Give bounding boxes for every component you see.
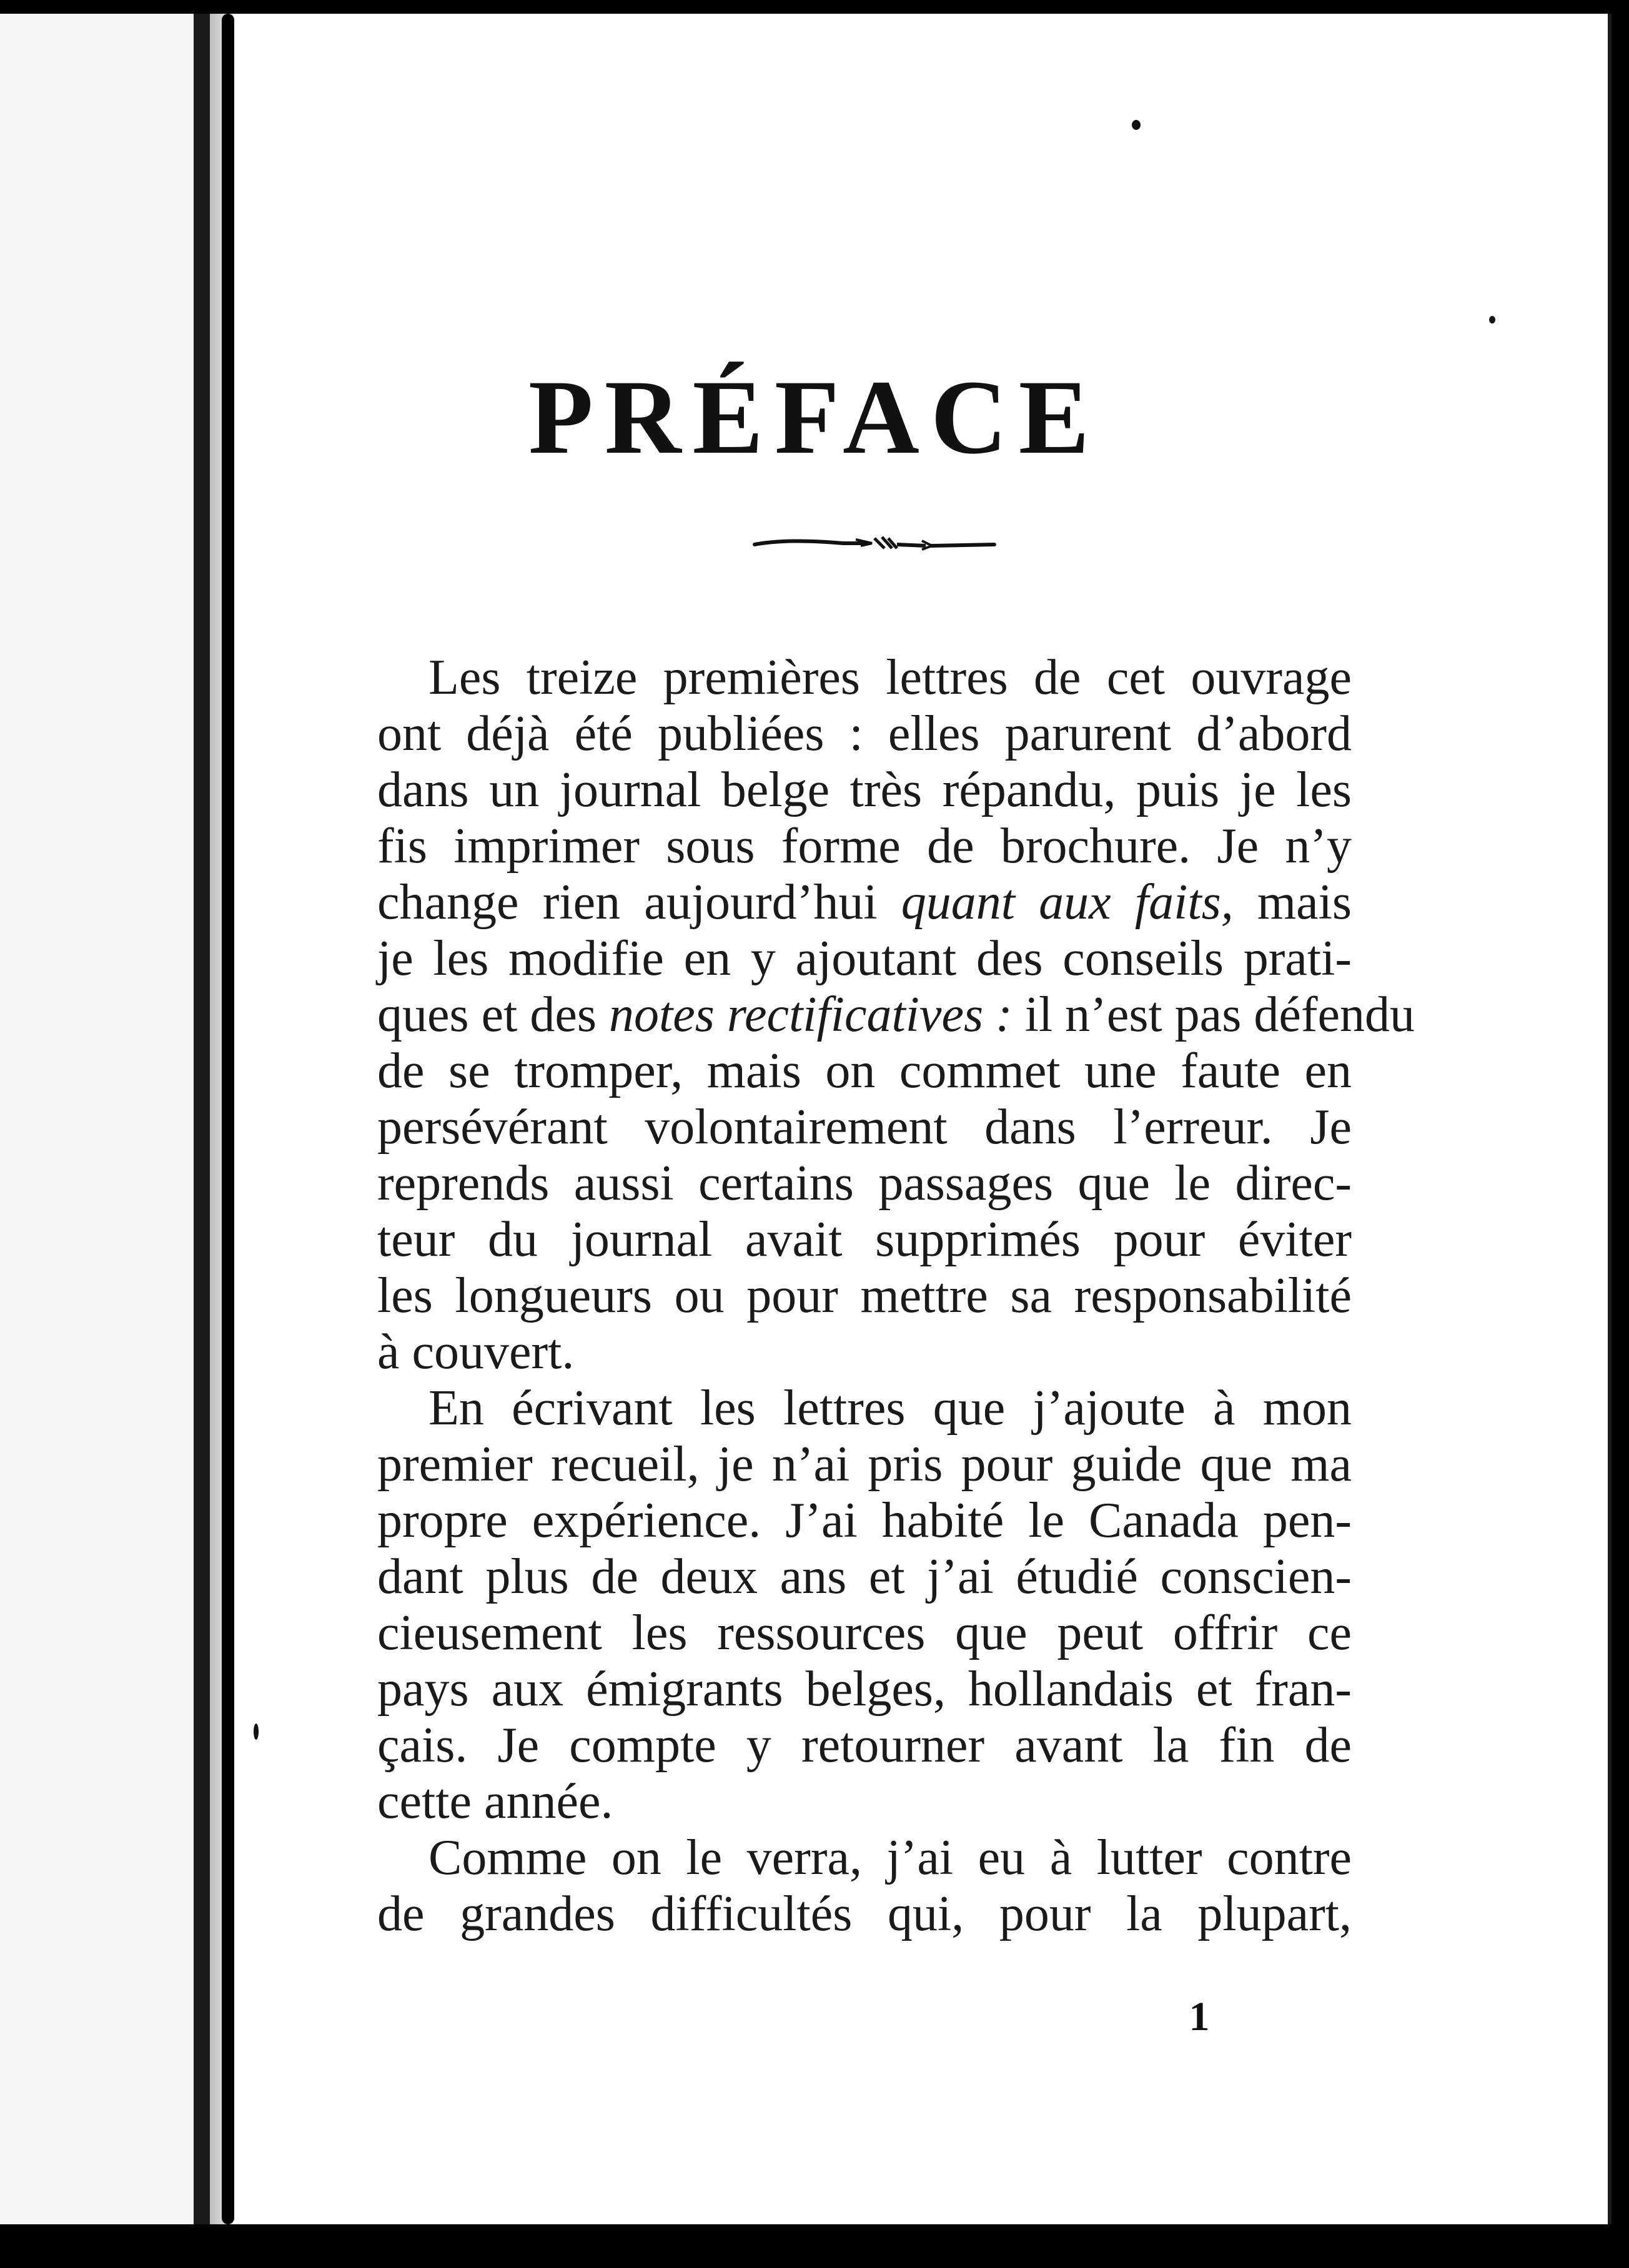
text-segment: il n’est pas défendu [1012,987,1415,1042]
text-line [377,1549,1352,1605]
text-segment: ques et des [377,987,610,1042]
text-segment: de se tromper, mais on commet une faute en [377,1043,1352,1098]
preface-paragraph [377,1830,1352,1942]
page-number: 1 [1189,1994,1210,2039]
text-line [377,1324,1352,1380]
text-line [377,1380,1352,1436]
text-segment: les longueurs ou pour mettre sa responsabilité [377,1268,1352,1323]
text-segment: de grandes difficultés qui, pour la plupart, [377,1886,1352,1941]
text-line [377,1492,1352,1549]
text-segment: teur du journal avait supprimés pour éviter [377,1212,1352,1267]
text-segment: propre expérience. J’ai habité le Canada pen- [377,1493,1352,1548]
text-segment: reprends aussi certains passages que le direc- [377,1156,1352,1211]
text-line [377,987,1415,1043]
text-segment: En écrivant les lettres que j’ajoute à mon [428,1381,1352,1436]
ink-speck [254,1723,259,1740]
text-segment: je les modifie en y ajoutant des conseils prati- [377,931,1352,986]
text-line [377,1211,1352,1268]
text-segment: persévérant volontairement dans l’erreur. Je [377,1100,1352,1155]
text-line [377,874,1352,930]
text-segment: cieusement les ressources que peut offrir ce [377,1605,1352,1660]
italic-segment: quant aux faits, [901,875,1234,930]
text-segment: Comme on le verra, j’ai eu à lutter contre [428,1830,1352,1885]
previous-page-margin [0,14,194,2224]
text-segment: à couvert. [377,1324,575,1379]
scan-border-bottom [0,2224,1629,2268]
text-segment: mais [1233,875,1352,930]
text-segment: pays aux émigrants belges, hollandais et fran- [377,1662,1352,1717]
text-line [377,1268,1352,1324]
text-line [377,818,1352,874]
text-line [377,930,1352,987]
text-segment: fis imprimer sous forme de brochure. Je n’y [377,819,1352,874]
text-segment: ont déjà été publiées : elles parurent d’abord [377,706,1352,761]
text-line [377,762,1352,818]
text-line [377,1773,1352,1830]
italic-segment: notes rectificatives : [609,987,1013,1042]
text-line [377,1605,1352,1661]
text-line [377,1043,1352,1099]
text-segment: Les treize premières lettres de cet ouvrage [428,650,1352,705]
ink-speck [1489,316,1495,323]
text-line [377,1436,1352,1492]
text-line [377,649,1352,706]
preface-body [377,649,1415,1942]
text-line [377,1717,1352,1773]
text-line [377,706,1352,762]
text-segment: çais. Je compte y retourner avant la fin de [377,1718,1352,1773]
text-line [377,1886,1352,1942]
text-segment: change rien aujourd’hui [377,875,901,930]
ink-speck [1132,120,1141,130]
text-line [377,1155,1352,1211]
text-line [377,1661,1352,1717]
text-segment: dant plus de deux ans et j’ai étudié conscien- [377,1549,1352,1604]
text-segment: premier recueil, je n’ai pris pour guide que ma [377,1437,1352,1492]
preface-paragraph [377,649,1415,1380]
page-binding-edge [222,14,234,2224]
text-segment: cette année. [377,1774,613,1829]
text-segment: dans un journal belge très répandu, puis je les [377,762,1352,817]
scan-border-top [0,0,1629,14]
text-line [377,1830,1352,1886]
page-title: PRÉFACE [528,358,1101,476]
text-line [377,1099,1352,1155]
scan-border-right [1612,0,1629,2268]
preface-paragraph [377,1380,1352,1830]
title-ornament [750,532,999,555]
